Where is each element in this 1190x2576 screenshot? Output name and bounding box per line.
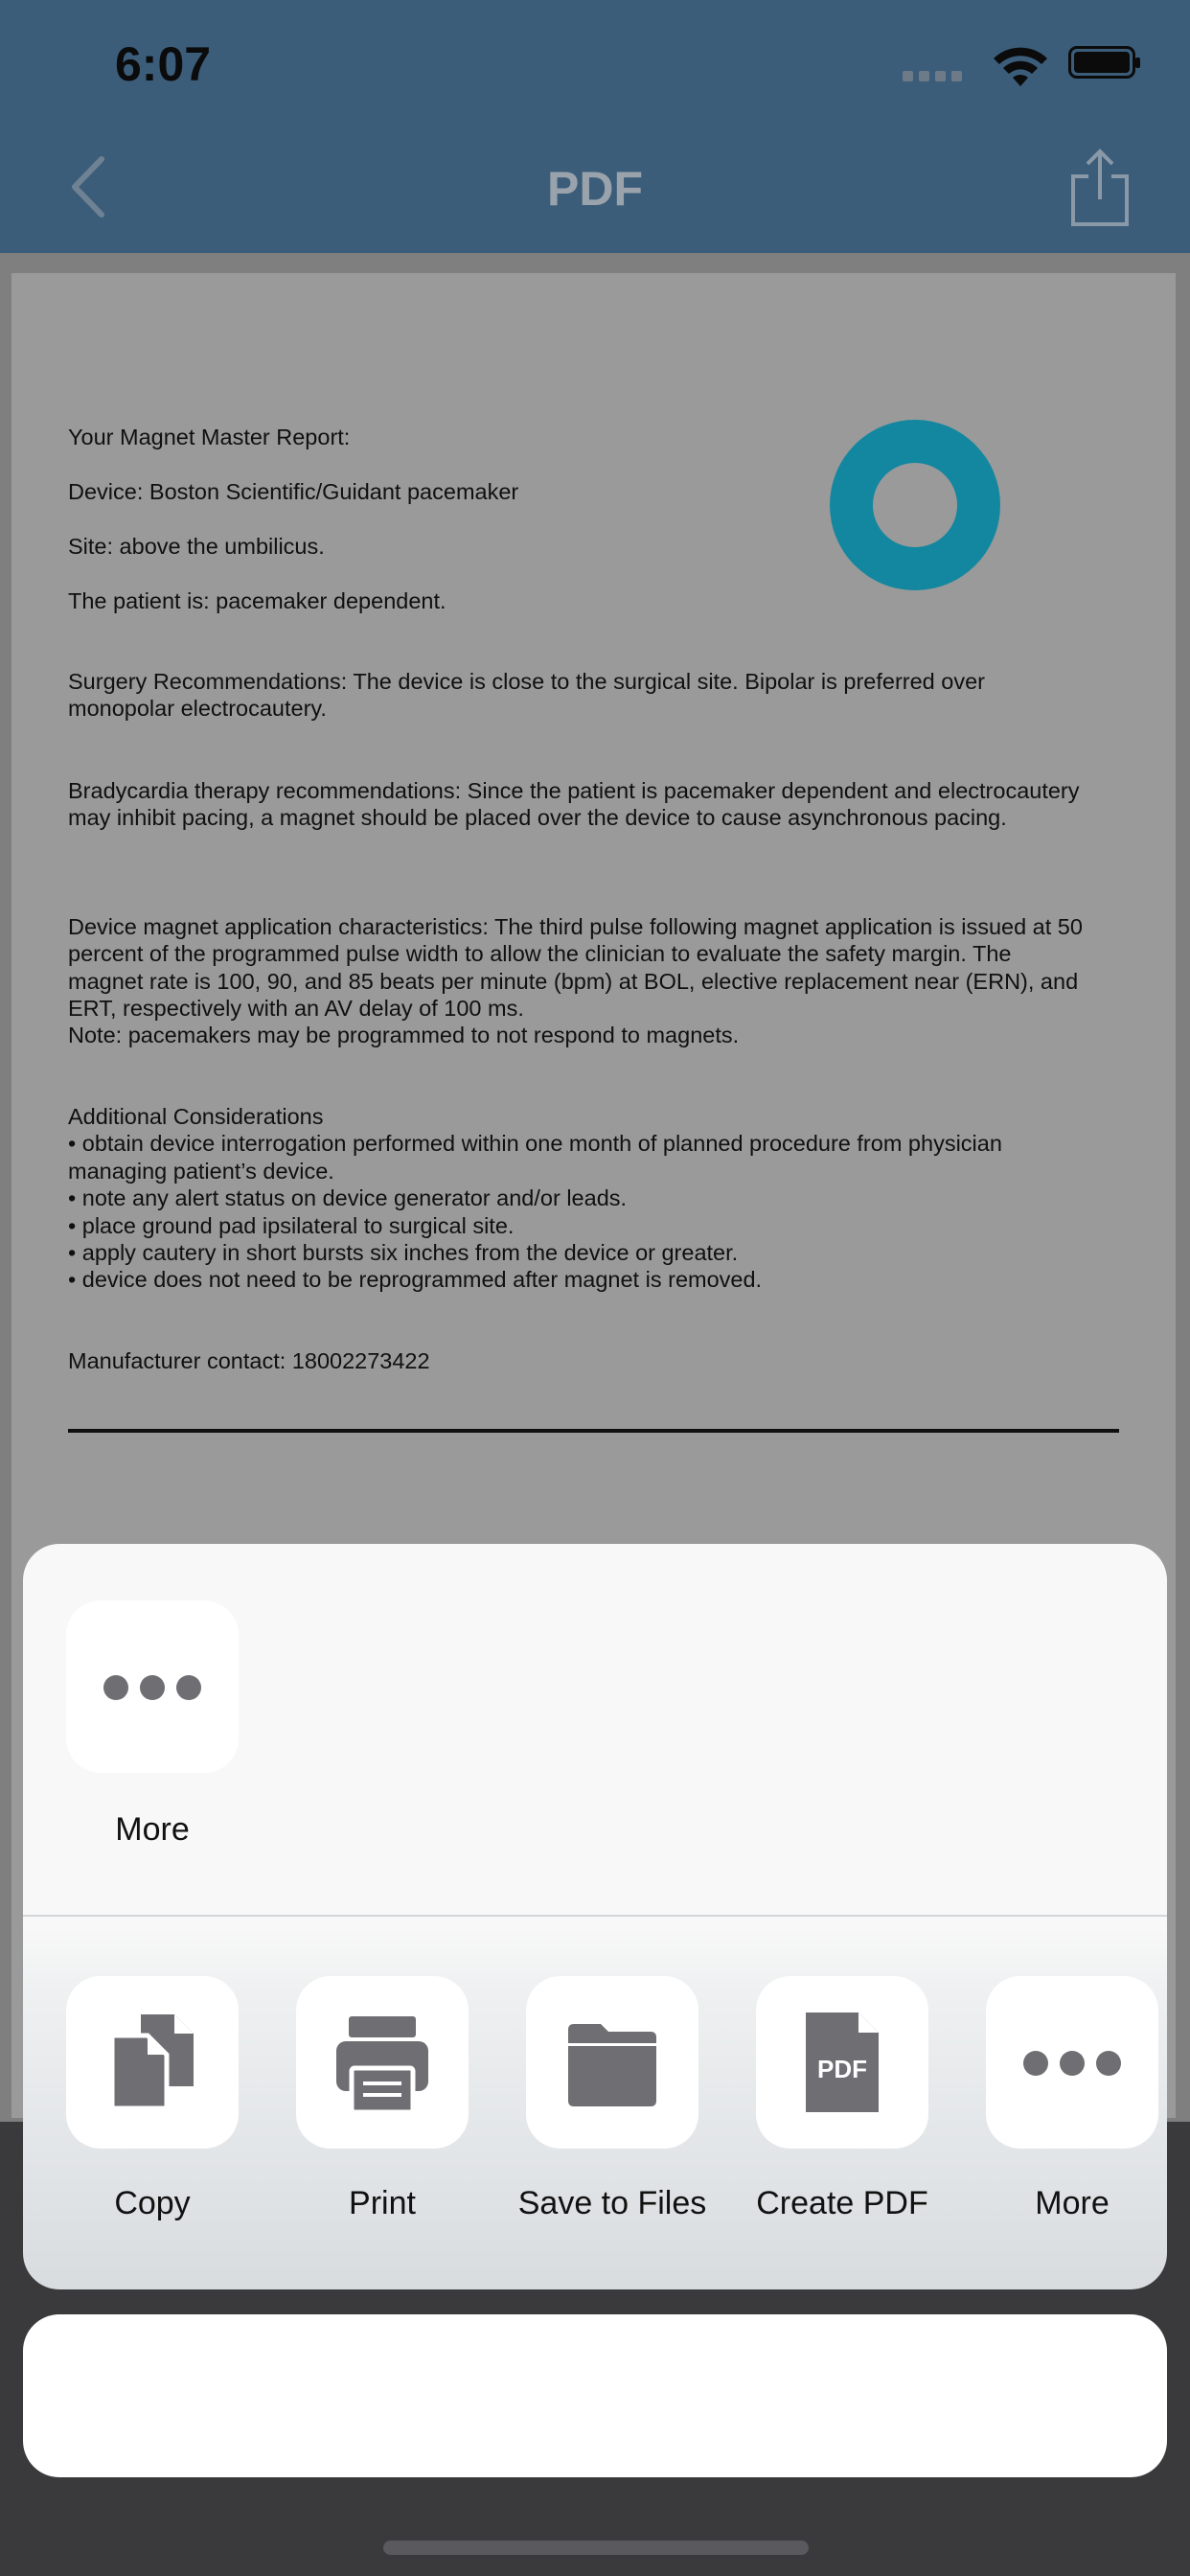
report-title: Your Magnet Master Report: <box>68 425 351 449</box>
more-top-label: More <box>115 1811 190 1848</box>
more-icon-dot <box>140 1675 165 1700</box>
additional-item: • note any alert status on device generator and/or leads. <box>68 1185 628 1211</box>
additional-considerations <box>68 1103 1084 1294</box>
surgery-recommendations: Surgery Recommendations: The device is close to the surgical site. Bipolar is preferred over monopolar electrocautery. <box>68 669 985 722</box>
more-actions-label: More <box>1035 2185 1110 2221</box>
print-label: Print <box>349 2185 416 2221</box>
cancel-button[interactable] <box>23 2314 1167 2477</box>
save-to-files-label: Save to Files <box>517 2185 707 2221</box>
more-icon-dot <box>1060 2051 1085 2076</box>
sheet-divider <box>23 1915 1167 1917</box>
device-line: Device: Boston Scientific/Guidant pacemaker <box>68 479 519 504</box>
save-to-files-button[interactable] <box>526 1976 698 2149</box>
manufacturer-contact: Manufacturer contact: 18002273422 <box>68 1348 430 1373</box>
home-indicator[interactable] <box>383 2541 809 2555</box>
more-icon-dot <box>176 1675 201 1700</box>
battery-icon <box>1068 46 1135 79</box>
site-line: Site: above the umbilicus. <box>68 534 325 559</box>
print-button[interactable] <box>296 1976 469 2149</box>
magnet-note: Note: pacemakers may be programmed to not respond to magnets. <box>68 1023 740 1047</box>
more-icon-dot <box>1096 2051 1121 2076</box>
folder-icon <box>526 1976 698 2149</box>
status-time: 6:07 <box>115 37 212 91</box>
copy-icon <box>66 1976 239 2149</box>
status-icons <box>903 42 1133 90</box>
print-icon <box>296 1976 469 2149</box>
share-icon[interactable] <box>1069 148 1131 228</box>
bradycardia-recommendations: Bradycardia therapy recommendations: Since the patient is pacemaker dependent and electrocautery may inhibit pacing, a magnet should be placed over the device to cause asynchronous pacing. <box>68 778 1080 831</box>
patient-line: The patient is: pacemaker dependent. <box>68 588 446 613</box>
additional-item: • apply cautery in short bursts six inches from the device or greater. <box>68 1240 739 1266</box>
share-sheet <box>23 1544 1167 2289</box>
more-actions-button[interactable] <box>986 1976 1158 2149</box>
more-icon-dot <box>103 1675 128 1700</box>
magnet-characteristics: Device magnet application characteristics: The third pulse following magnet application is issued at 50 percent of the programmed pulse width to allow the clinician to evaluate the safety margin. The magnet rate is 100, 90, and 85 beats per minute (bpm) at BOL, elective replacement near (ERN), and ERT, respectively with an AV delay of 100 ms. <box>68 914 1083 1022</box>
wifi-icon <box>992 42 1049 88</box>
page-title: PDF <box>547 162 643 216</box>
pdf-icon <box>756 1976 928 2149</box>
cellular-signal-icon <box>903 69 968 86</box>
additional-item: • obtain device interrogation performed within one month of planned procedure from physician managing patient’s device. <box>68 1131 1002 1184</box>
pdf-icon-text: PDF <box>817 2055 867 2083</box>
create-pdf-button[interactable] <box>756 1976 928 2149</box>
additional-title: Additional Considerations <box>68 1104 324 1129</box>
copy-button[interactable] <box>66 1976 239 2149</box>
more-icon-dot <box>1023 2051 1048 2076</box>
navigation-bar <box>0 0 1190 253</box>
divider-line <box>68 1429 1119 1433</box>
logo-ring-icon <box>830 420 1000 590</box>
additional-item: • device does not need to be reprogrammed after magnet is removed. <box>68 1267 763 1293</box>
additional-item: • place ground pad ipsilateral to surgical site. <box>68 1212 515 1238</box>
create-pdf-label: Create PDF <box>756 2185 928 2221</box>
more-top-button[interactable] <box>66 1600 239 1773</box>
copy-label: Copy <box>114 2185 191 2221</box>
